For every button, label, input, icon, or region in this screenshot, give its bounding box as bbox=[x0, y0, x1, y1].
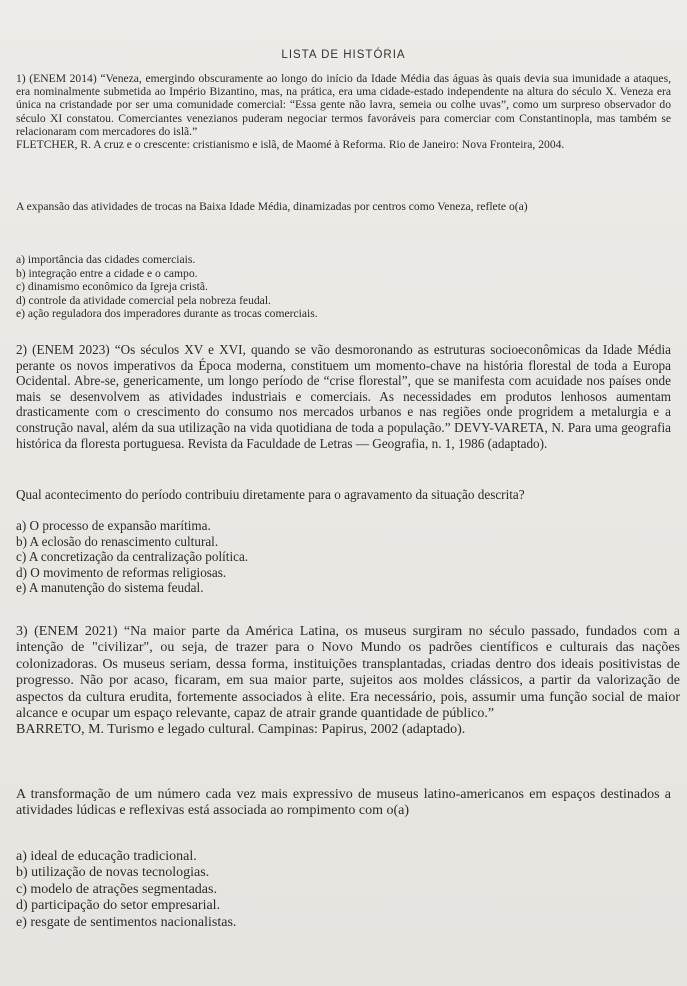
question-1-source: FLETCHER, R. A cruz e o crescente: cristianismo e islã, de Maomé à Reforma. Rio de Janeiro: Nova Fronteira, 2004. bbox=[16, 138, 565, 152]
question-3-passage: 3) (ENEM 2021) “Na maior parte da América Latina, os museus surgiram no século passado, fundados com a intenção de "civilizar", ou seja, de trazer para o Novo Mundo os padrões científicos e culturais das nações colonizadoras. Os museus seriam, dessa forma, instituições transplantadas, criadas dentro dos ideais positivistas de progresso. Não por acaso, ficaram, em sua maior parte, sujeitos aos moldes clássicos, a partir da valorização de aspectos da cultura erudita, fortemente associados à elite. Era necessário, pois, assumir uma função social de maior alcance e ocupar um espaço relevante, capaz de atrair grande quantidade de público.” bbox=[16, 624, 680, 722]
option-c: c) dinamismo econômico da Igreja cristã. bbox=[16, 280, 208, 294]
option-c: c) A concretização da centralização política. bbox=[16, 549, 249, 565]
option-a: a) importância das cidades comerciais. bbox=[16, 253, 196, 266]
question-3-stem-block bbox=[16, 787, 671, 820]
question-3-source: BARRETO, M. Turismo e legado cultural. Campinas: Papirus, 2002 (adaptado). bbox=[16, 722, 466, 738]
question-3-options bbox=[16, 849, 671, 931]
question-1-text bbox=[16, 72, 671, 151]
question-1-stem: A expansão das atividades de trocas na Baixa Idade Média, dinamizadas por centros como Veneza, reflete o(a) bbox=[16, 200, 528, 213]
question-2-options bbox=[16, 518, 671, 596]
option-b: b) integração entre a cidade e o campo. bbox=[16, 266, 198, 280]
option-a: a) O processo de expansão marítima. bbox=[16, 518, 211, 533]
question-1-options bbox=[16, 253, 671, 321]
question-2-stem-block bbox=[16, 487, 671, 503]
option-c: c) modelo de atrações segmentadas. bbox=[16, 881, 217, 897]
question-1-stem-block bbox=[16, 200, 671, 213]
option-e: e) resgate de sentimentos nacionalistas. bbox=[16, 914, 237, 930]
option-b: b) A eclosão do renascimento cultural. bbox=[16, 533, 219, 549]
option-e: e) ação reguladora dos imperadores durante as trocas comerciais. bbox=[16, 307, 318, 321]
option-b: b) utilização de novas tecnologias. bbox=[16, 865, 210, 881]
question-2-stem: Qual acontecimento do período contribuiu diretamente para o agravamento da situação descrita? bbox=[16, 487, 525, 502]
option-e: e) A manutenção do sistema feudal. bbox=[16, 580, 204, 596]
option-a: a) ideal de educação tradicional. bbox=[16, 849, 197, 864]
question-3-stem: A transformação de um número cada vez mais expressivo de museus latino-americanos em espaços destinados a atividades lúdicas e reflexivas está associada ao rompimento com o(a) bbox=[16, 787, 671, 819]
option-d: d) participação do setor empresarial. bbox=[16, 898, 221, 914]
question-2-text bbox=[16, 342, 671, 451]
question-1-passage: 1) (ENEM 2014) “Veneza, emergindo obscuramente ao longo do início da Idade Média das águas às quais devia sua imunidade a ataques, era nominalmente submetida ao Império Bizantino, mas, na prática, era uma cidade-estado independente na altura do século X. Veneza era única na cristandade por ser uma comunidade comercial: “Essa gente não lavra, semeia ou colhe uvas”, como um surpreso observador do século XI constatou. Comerciantes venezianos puderam negociar termos favoráveis para comerciar com Constantinopla, mas também se relacionaram com mercadores do islã.” bbox=[16, 72, 671, 138]
page-title: LISTA DE HISTÓRIA bbox=[281, 49, 406, 61]
question-2-passage: 2) (ENEM 2023) “Os séculos XV e XVI, quando se vão desmoronando as estruturas socioeconômicas da Idade Média perante os novos imperativos da Época moderna, constituem um momento-chave na história florestal de toda a Europa Ocidental. Abre-se, genericamente, um longo período de “crise florestal”, que se manifesta com acuidade nos países onde mais se desenvolvem as atividades industriais e comerciais. As necessidades em produtos lenhosos aumentam drasticamente com o crescimento do consumo nos mercados urbanos e nas regiões onde progridem a metalurgia e a construção naval, além da sua utilização na vida quotidiana de toda a população.” DEVY-VARETA, N. Para uma geografia histórica da floresta portuguesa. Revista da Faculdade de Letras — Geografia, n. 1, 1986 (adaptado). bbox=[16, 342, 671, 451]
question-3-text bbox=[16, 624, 680, 739]
option-d: d) O movimento de reformas religiosas. bbox=[16, 564, 227, 580]
option-d: d) controle da atividade comercial pela nobreza feudal. bbox=[16, 293, 271, 307]
